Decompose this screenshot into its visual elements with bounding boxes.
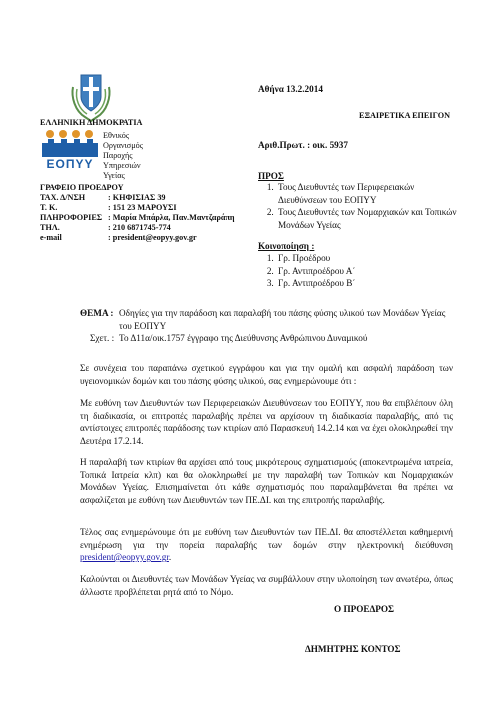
place-date: Αθήνα 13.2.2014	[258, 84, 323, 94]
reference-text: Το Δ11α/οικ.1757 έγγραφο της Διεύθυνσης Ανθρώπινου Δυναμικού	[119, 333, 368, 343]
paragraph: Τέλος σας ενημερώνουμε ότι με ευθύνη των Διευθυντών των ΠΕ.ΔΙ. θα αποστέλλεται καθημερινή ενημέρωση για την πορεία παραλαβής των δομών στην ηλεκτρονική διεύθυνση president@eopyy.gov.gr.	[80, 527, 453, 562]
office-title: ΓΡΑΦΕΙΟ ΠΡΟΕΔΡΟΥ	[40, 183, 124, 192]
signature-name: ΔΗΜΗΤΡΗΣ ΚΟΝΤΟΣ	[305, 644, 401, 654]
sender-row: Τ. Κ. : 151 23 ΜΑΡΟΥΣΙ	[40, 203, 177, 212]
cc-list	[258, 252, 458, 290]
sender-row: ΤΑΧ. Δ/ΝΣΗ : ΚΗΦΙΣΙΑΣ 39	[40, 193, 166, 202]
sender-row: e-mail : president@eopyy.gov.gr	[40, 233, 197, 242]
paragraph: Η παραλαβή των κτιρίων θα αρχίσει από τους μικρότερους σχηματισμούς (αποκεντρωμένα ιατρεία, Τοπικά Ιατρεία κλπ) και θα ολοκληρωθεί με την παραλαβή των Τοπικών και Νομαρχιακών Μονάδων Υγείας. Επισημαίνεται ότι κάθε σχηματισμός που παραλαμβάνεται θα πρέπει να ασφαλίζεται με ευθύνη των Διευθυντών των ΠΕ.ΔΙ. και της επιτροπής παραλαβής.	[80, 457, 453, 505]
email-link[interactable]: president@eopyy.gov.gr	[80, 552, 169, 562]
subject-text: Οδηγίες για την παράδοση και παραλαβή του πάσης φύσης υλικού των Μονάδων Υγείας του ΕΟΠΥΥ	[119, 308, 446, 331]
to-heading: ΠΡΟΣ	[258, 171, 284, 181]
greek-emblem-icon	[69, 67, 113, 123]
list-item: 3. Γρ. Αντιπροέδρου Β΄	[276, 277, 458, 290]
sender-info	[40, 193, 255, 243]
list-item: 1. Γρ. Προέδρου	[276, 252, 458, 265]
subject-label: ΘΕΜΑ :	[80, 308, 114, 318]
sender-row: ΠΛΗΡΟΦΟΡΙΕΣ : Μαρία Μπάρλα, Παν.Μαντζαράπη	[40, 213, 235, 222]
paragraph: Με ευθύνη των Διευθυντών των Περιφερειακών Διευθύνσεων του ΕΟΠΥΥ, που θα επιβλέπουν όλη τη διαδικασία, οι επιτροπές παραλαβής πρέπει να αρχίσουν τη διαδικασία παραλαβής, από τις αντίστοιχες επιτροπές παράδοσης των κτιρίων από Παρασκευή 14.2.14 και να έχει ολοκληρωθεί την Δευτέρα 17.2.14.	[80, 398, 453, 446]
list-item: 2. Γρ. Αντιπροέδρου Α΄	[276, 265, 458, 278]
urgency-label: ΕΞΑΙΡΕΤΙΚΑ ΕΠΕΙΓΟΝ	[359, 111, 451, 120]
republic-title: ΕΛΛΗΝΙΚΗ ΔΗΜΟΚΡΑΤΙΑ	[40, 118, 143, 127]
logo-text: ΕΟΠΥΥ	[46, 157, 94, 171]
org-line: Υπηρεσιών	[103, 161, 141, 170]
paragraph: Σε συνέχεια του παραπάνω σχετικού εγγράφου και για την ομαλή και ασφαλή παράδοση των υγειονομικών δομών και του πάσης φύσης υλικού, σας ενημερώνουμε ότι :	[80, 363, 453, 386]
sender-row: ΤΗΛ. : 210 6871745-774	[40, 223, 171, 232]
list-item: 1. Τους Διευθυντές των Περιφερειακών Διευθύνσεων του ΕΟΠΥΥ	[276, 181, 458, 206]
org-line: Εθνικός	[103, 131, 130, 140]
cc-heading: Κοινοποίηση :	[258, 241, 315, 251]
signature-title: Ο ΠΡΟΕΔΡΟΣ	[334, 604, 395, 614]
org-name	[103, 131, 143, 181]
reference-label: Σχετ. :	[90, 333, 115, 343]
org-line: Παροχής	[103, 151, 133, 160]
protocol-number: Αριθ.Πρωτ. : οικ. 5937	[258, 140, 348, 150]
eopyy-logo	[40, 127, 100, 173]
list-item: 2. Τους Διευθυντές των Νομαρχιακών και Τοπικών Μονάδων Υγείας	[276, 206, 458, 231]
org-line: Υγείας	[103, 171, 125, 180]
org-line: Οργανισμός	[103, 141, 143, 150]
paragraph: Καλούνται οι Διευθυντές των Μονάδων Υγείας να συμβάλλουν στην υλοποίηση των ανωτέρω, όπως άλλωστε προβλέπεται ρητά από το Νόμο.	[80, 574, 453, 597]
to-list	[258, 181, 458, 231]
